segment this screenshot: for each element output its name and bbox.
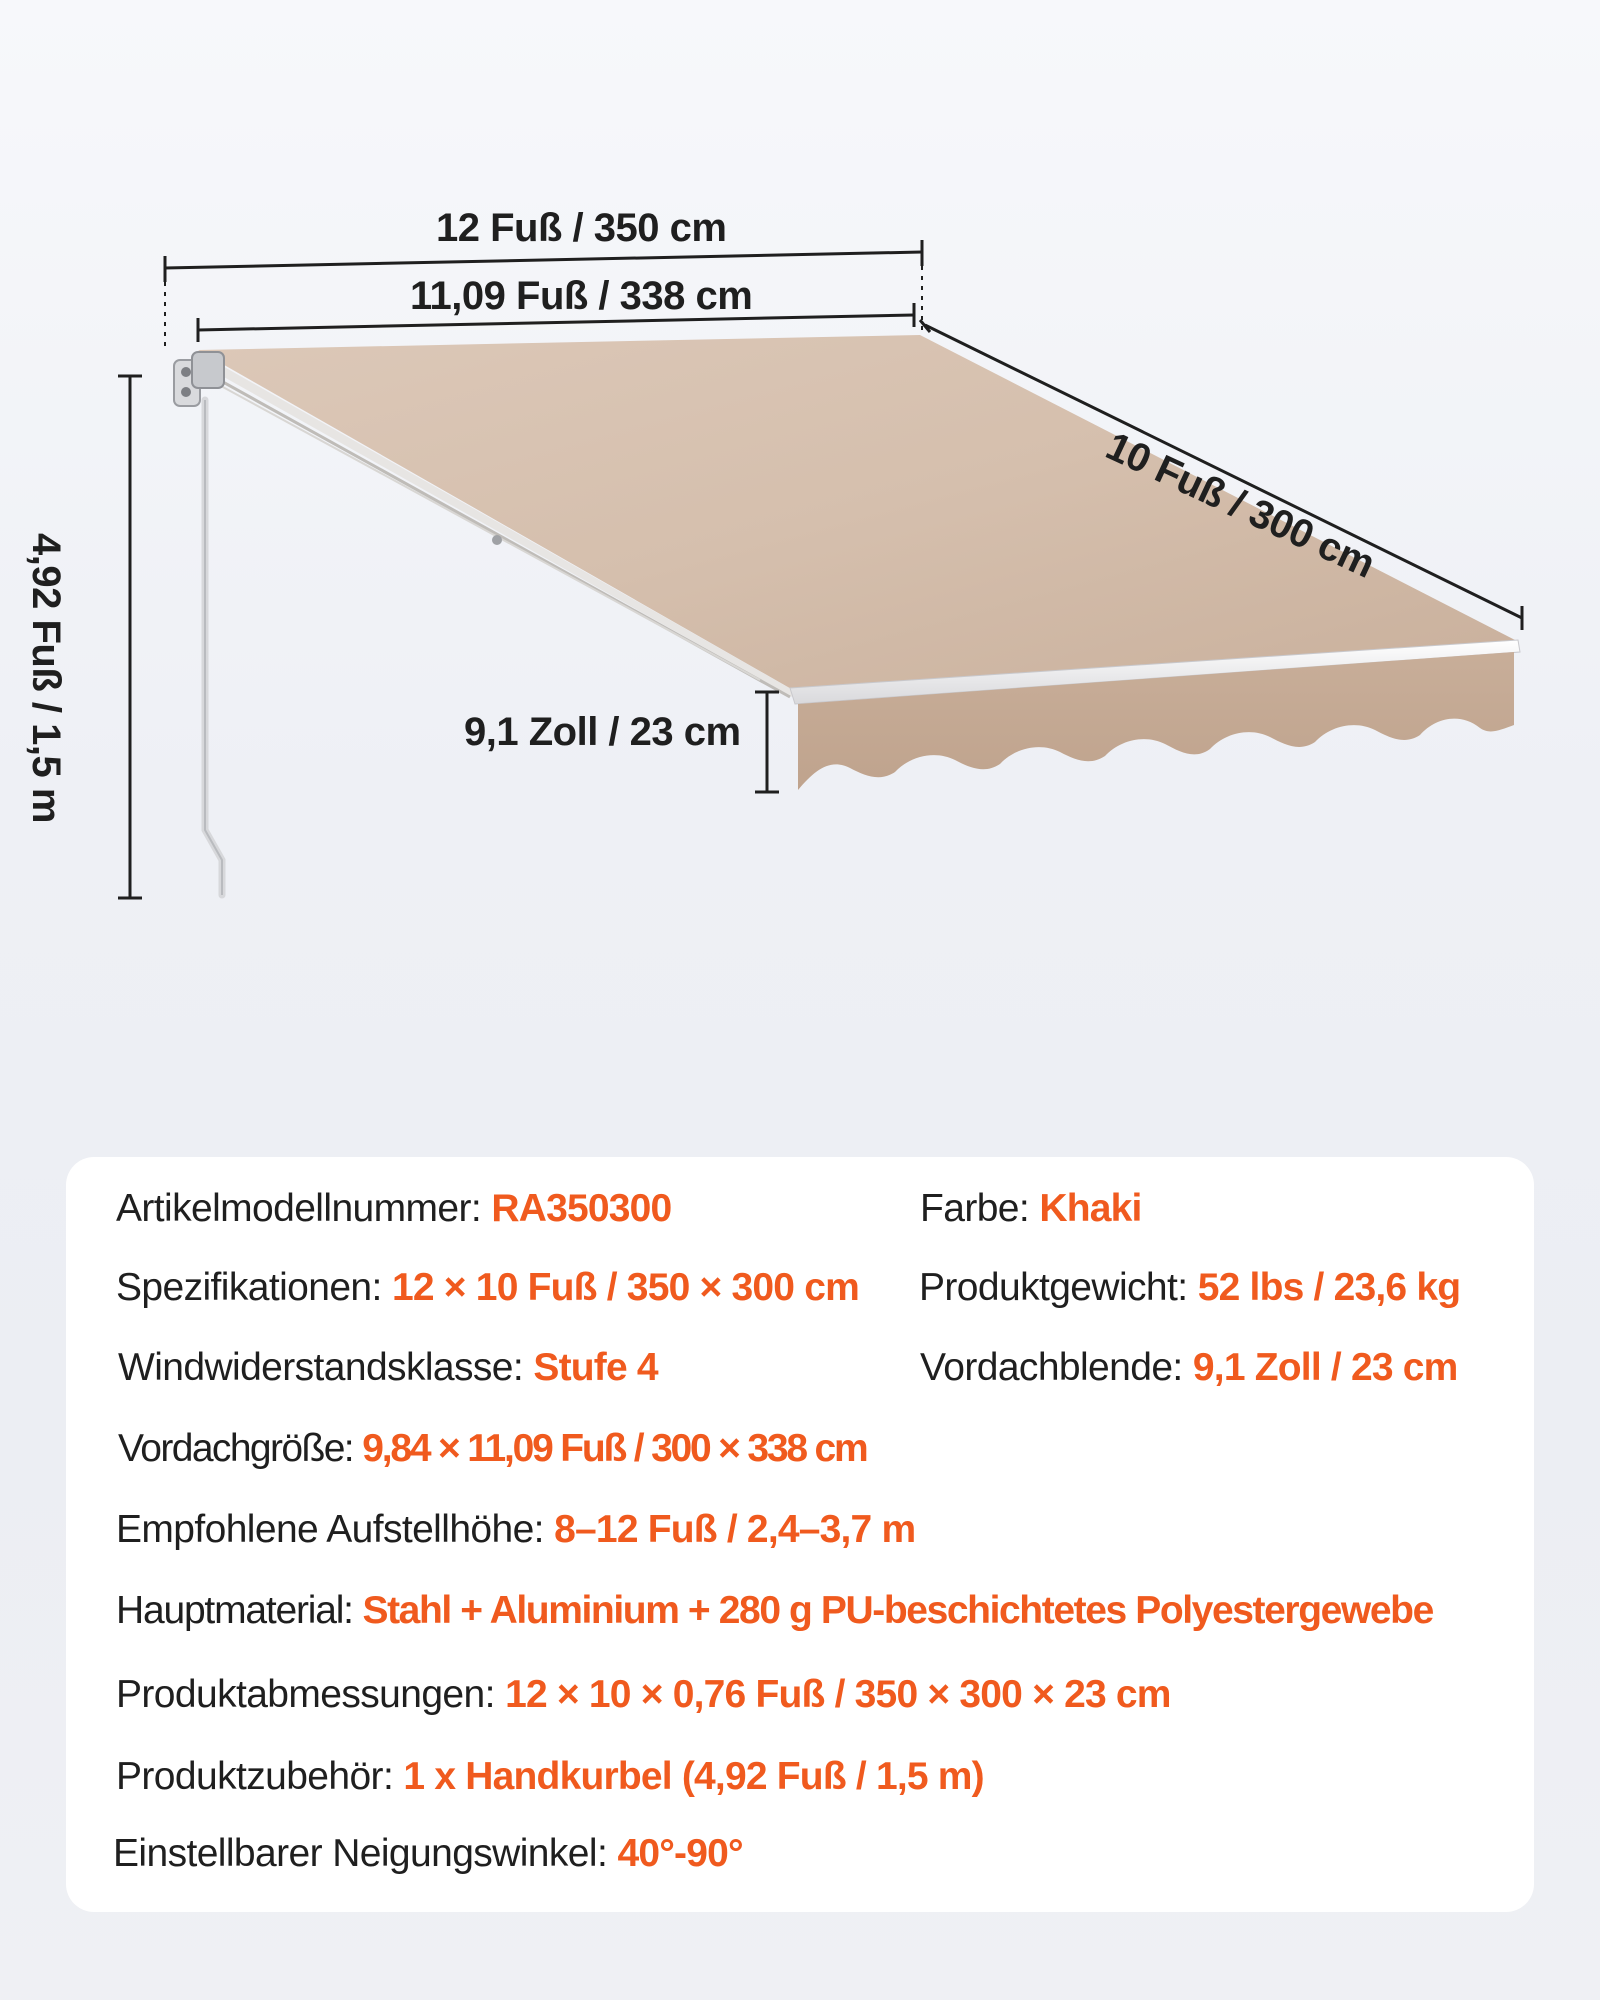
crank-length-label: 4,92 Fuß / 1,5 m [24,533,68,823]
spec-material-value: Stahl + Aluminium + 280 g PU-beschichtetes Polyestergewebe [362,1589,1433,1632]
spec-specification-label: Spezifikationen: [116,1266,392,1309]
spec-specification [116,1266,859,1310]
awning-canopy [198,335,1515,690]
spec-dimensions-label: Produktabmessungen: [116,1673,506,1716]
spec-tilt [113,1832,743,1876]
spec-color [920,1187,1142,1231]
spec-canopy-size-label: Vordachgröße: [118,1427,363,1470]
spec-valance [920,1346,1458,1390]
canopy-width-label: 11,09 Fuß / 338 cm [410,274,753,318]
spec-specification-value: 12 × 10 Fuß / 350 × 300 cm [391,1266,859,1309]
spec-valance-label: Vordachblende: [920,1346,1193,1389]
spec-wind-class [118,1346,658,1390]
spec-card [66,1157,1534,1912]
valance-height-label: 9,1 Zoll / 23 cm [464,710,741,754]
spec-color-value: Khaki [1039,1187,1142,1230]
total-width-label: 12 Fuß / 350 cm [436,206,727,250]
spec-model [116,1187,671,1231]
spec-accessory [116,1755,984,1799]
spec-material-label: Hauptmaterial: [116,1589,363,1632]
spec-install-height-label: Empfohlene Aufstellhöhe: [116,1508,555,1551]
spec-dimensions [116,1673,1171,1717]
spec-canopy-size-value: 9,84 × 11,09 Fuß / 300 × 338 cm [362,1427,867,1470]
spec-install-height-value: 8–12 Fuß / 2,4–3,7 m [554,1508,916,1551]
spec-install-height [116,1508,915,1552]
retractable-awning-icon [174,335,1520,895]
spec-canopy-size [118,1427,866,1471]
spec-weight-label: Produktgewicht: [919,1266,1198,1309]
spec-accessory-label: Produktzubehör: [116,1755,404,1798]
spec-dimensions-value: 12 × 10 × 0,76 Fuß / 350 × 300 × 23 cm [505,1673,1171,1716]
projection-label: 10 Fuß / 300 cm [1099,424,1382,587]
hand-crank [205,400,222,895]
spec-weight [919,1266,1460,1310]
spec-color-label: Farbe: [920,1187,1040,1230]
spec-material [116,1589,1433,1633]
spec-tilt-label: Einstellbarer Neigungswinkel: [113,1832,618,1875]
spec-tilt-value: 40°-90° [617,1832,743,1875]
spec-wind-class-value: Stufe 4 [533,1346,658,1389]
spec-valance-value: 9,1 Zoll / 23 cm [1192,1346,1458,1389]
spec-weight-value: 52 lbs / 23,6 kg [1197,1266,1461,1309]
spec-wind-class-label: Windwiderstandsklasse: [118,1346,534,1389]
spec-accessory-value: 1 x Handkurbel (4,92 Fuß / 1,5 m) [403,1755,984,1798]
spec-model-value: RA350300 [491,1187,672,1230]
spec-model-label: Artikelmodellnummer: [116,1187,492,1230]
